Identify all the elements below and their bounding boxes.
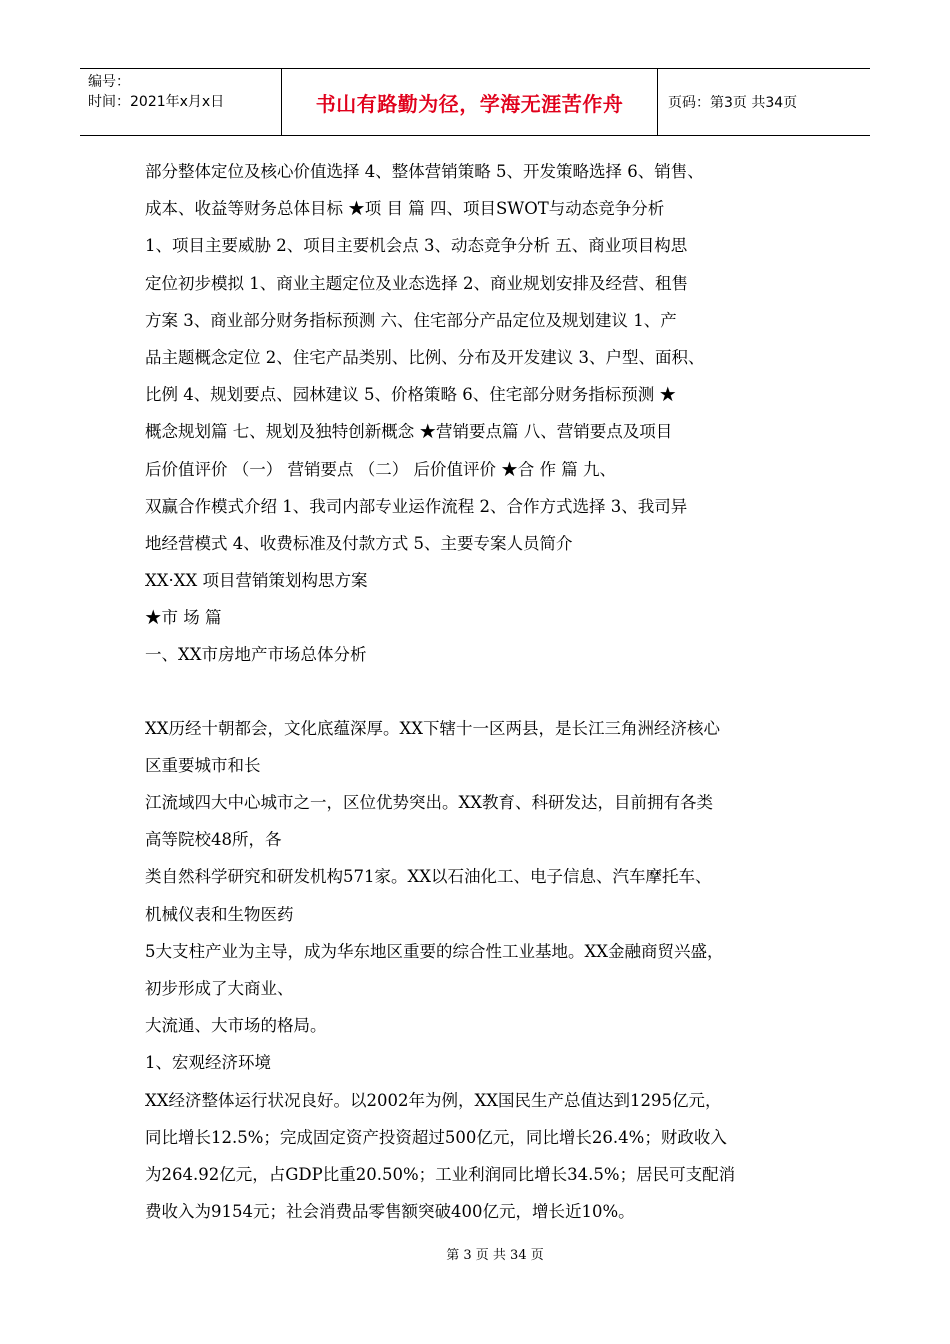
- page-footer: 第 3 页 共 34 页: [446, 1248, 544, 1263]
- body-line: 费收入为9154元；社会消费品零售额突破400亿元，增长近10%。: [145, 1202, 635, 1222]
- body-line: 后价值评价 （一） 营销要点 （二） 后价值评价 ★合 作 篇 九、: [145, 459, 616, 479]
- body-line: 1、项目主要威胁 2、项目主要机会点 3、动态竞争分析 五、商业项目构思: [145, 236, 688, 256]
- body-line: XX·XX 项目营销策划构思方案: [145, 571, 368, 591]
- body-line: 初步形成了大商业、: [145, 978, 294, 998]
- body-line: ★市 场 篇: [145, 608, 222, 628]
- body-line: 高等院校48所，各: [145, 830, 282, 850]
- body-line: 品主题概念定位 2、住宅产品类别、比例、分布及开发建议 3、户型、面积、: [145, 347, 705, 367]
- body-line: 部分整体定位及核心价值选择 4、整体营销策略 5、开发策略选择 6、销售、: [145, 162, 704, 181]
- body-line: 地经营模式 4、收费标准及付款方式 5、主要专案人员简介: [145, 533, 573, 553]
- header-motto: 书山有路勤为径，学海无涯苦作舟: [282, 69, 658, 135]
- body-line: 为264.92亿元，占GDP比重20.50%；工业利润同比增长34.5%；居民可支配消: [145, 1164, 736, 1184]
- body-line: 比例 4、规划要点、园林建议 5、价格策略 6、住宅部分财务指标预测 ★: [145, 385, 676, 405]
- body-line: 机械仪表和生物医药: [145, 904, 294, 924]
- header-meta: [80, 69, 282, 135]
- body-line: 同比增长12.5%；完成固定资产投资超过500亿元，同比增长26.4%；财政收入: [145, 1127, 727, 1147]
- body-line: 类自然科学研究和研发机构571家。XX以石油化工、电子信息、汽车摩托车、: [145, 867, 712, 887]
- body-line: 成本、收益等财务总体目标 ★项 目 篇 四、项目SWOT与动态竞争分析: [145, 199, 665, 219]
- body-line: 区重要城市和长: [145, 755, 261, 775]
- body-line: 定位初步模拟 1、商业主题定位及业态选择 2、商业规划安排及经营、租售: [145, 273, 688, 293]
- body-line: XX历经十朝都会，文化底蕴深厚。XX下辖十一区两县，是长江三角洲经济核心: [145, 718, 720, 738]
- body-line: 大流通、大市场的格局。: [145, 1016, 327, 1036]
- body-line: 方案 3、商业部分财务指标预测 六、住宅部分产品定位及规划建议 1、产: [145, 310, 677, 330]
- page-header: [80, 68, 870, 136]
- body-line: 双赢合作模式介绍 1、我司内部专业运作流程 2、合作方式选择 3、我司异: [145, 496, 688, 516]
- body-line: 江流域四大中心城市之一，区位优势突出。XX教育、科研发达，目前拥有各类: [145, 793, 713, 812]
- body-line: 一、XX市房地产市场总体分析: [145, 645, 367, 665]
- header-page-info: 页码：第3页 共34页: [668, 95, 798, 111]
- body-line: 1、宏观经济环境: [145, 1053, 271, 1073]
- document-number-label: 编号：: [88, 74, 130, 90]
- body-line: 5大支柱产业为主导，成为华东地区重要的综合性工业基地。XX金融商贸兴盛，: [145, 941, 724, 961]
- body-line: XX经济整体运行状况良好。以2002年为例，XX国民生产总值达到1295亿元，: [145, 1090, 722, 1110]
- body-line: 概念规划篇 七、规划及独特创新概念 ★营销要点篇 八、营销要点及项目: [145, 422, 673, 442]
- document-body: [145, 153, 825, 1230]
- body-line: [145, 674, 825, 710]
- document-time-label: 时间：2021年x月x日: [88, 94, 225, 110]
